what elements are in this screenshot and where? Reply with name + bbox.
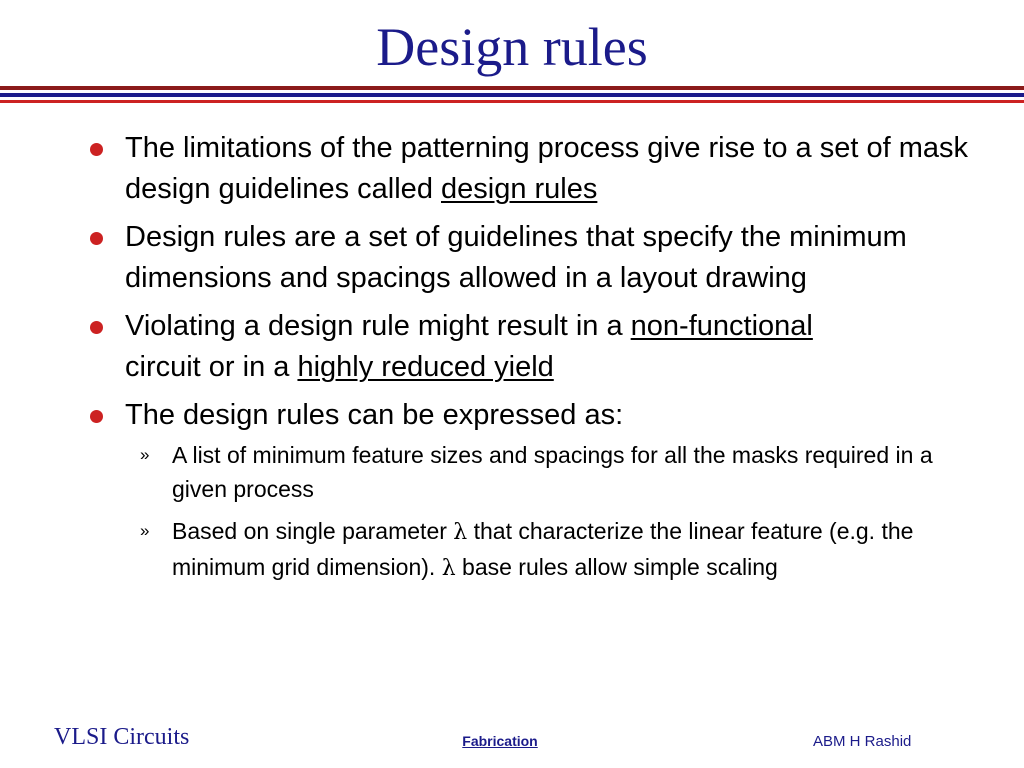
title-rule-blue — [0, 93, 1024, 97]
bullet-text: circuit or in a — [125, 350, 298, 383]
sub-bullet-text: Based on single parameter — [172, 517, 454, 544]
sub-bullet-item — [90, 514, 990, 586]
bullet-dot-icon — [90, 410, 103, 423]
sub-bullet-item — [90, 438, 990, 506]
bullet-emphasis: highly reduced yield — [297, 350, 554, 383]
bullet-text: Design rules are a set of guidelines that specify the minimum dimensions and spacings allowed in a layout drawing — [125, 221, 907, 294]
lambda-symbol: λ — [441, 555, 456, 581]
footer-author: ABM H Rashid — [813, 733, 912, 750]
bullet-text: The design rules can be expressed as: — [125, 399, 624, 431]
bullet-list — [90, 128, 990, 594]
bullet-item — [90, 395, 990, 436]
lambda-symbol: λ — [453, 519, 468, 545]
title-rule-dark-red — [0, 86, 1024, 90]
bullet-emphasis: non-functional — [630, 310, 813, 342]
title-rule-red — [0, 100, 1024, 103]
bullet-item — [90, 217, 990, 298]
bullet-dot-icon — [90, 143, 103, 156]
slide-title: Design rules — [376, 17, 648, 77]
bullet-item — [90, 306, 990, 387]
bullet-text: Violating a design rule might result in a — [125, 310, 631, 342]
bullet-text: The limitations of the patterning process give rise to a set of mask design guidelines called — [125, 132, 969, 205]
footer-course-title: VLSI Circuits — [54, 724, 190, 750]
bullet-dot-icon — [90, 321, 103, 334]
sub-bullet-marker: » — [140, 520, 150, 540]
bullet-emphasis: design rules — [441, 172, 598, 205]
sub-bullet-text: that characterize the linear feature (e.g. the minimum grid dimension). — [172, 517, 914, 580]
sub-bullet-marker: » — [140, 444, 150, 464]
bullet-dot-icon — [90, 232, 103, 245]
footer-section-title: Fabrication — [462, 733, 538, 749]
sub-bullet-text: A list of minimum feature sizes and spacings for all the masks required in a given process — [172, 441, 933, 502]
sub-bullet-text: base rules allow simple scaling — [455, 553, 778, 580]
bullet-item — [90, 128, 990, 209]
